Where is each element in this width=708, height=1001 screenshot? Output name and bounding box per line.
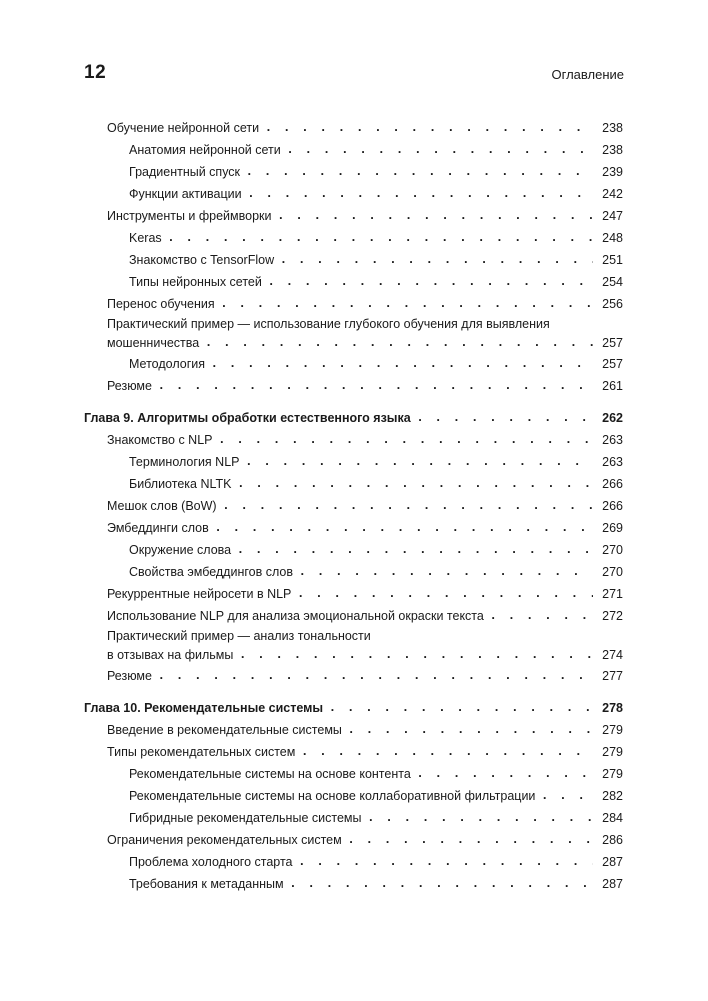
dot-leader <box>367 807 593 829</box>
toc-entry-page: 247 <box>602 209 623 223</box>
dot-leader <box>245 451 593 473</box>
toc-chapter-entry[interactable] <box>84 407 623 429</box>
dot-leader <box>417 407 593 429</box>
toc-entry-title: Резюме <box>107 379 152 393</box>
toc-entry[interactable] <box>84 829 623 851</box>
toc-entry[interactable] <box>84 763 623 785</box>
toc-entry[interactable] <box>84 353 623 375</box>
toc-entry[interactable] <box>84 271 623 293</box>
toc-entry[interactable] <box>84 249 623 271</box>
toc-entry[interactable] <box>84 605 623 627</box>
toc-entry[interactable] <box>84 375 623 397</box>
toc-entry-page: 251 <box>602 253 623 267</box>
toc-entry-title: Типы рекомендательных систем <box>107 745 296 759</box>
dot-leader <box>348 829 593 851</box>
table-of-contents <box>84 117 623 895</box>
toc-entry-page: 279 <box>602 723 623 737</box>
toc-entry-title: Рекомендательные системы на основе контента <box>129 767 411 781</box>
toc-entry[interactable] <box>84 451 623 473</box>
toc-entry[interactable] <box>84 851 623 873</box>
dot-leader <box>417 763 593 785</box>
toc-entry[interactable] <box>84 627 623 665</box>
toc-entry-title: Градиентный спуск <box>129 165 241 179</box>
toc-entry-page: 287 <box>602 877 623 891</box>
toc-entry-page: 278 <box>602 701 623 715</box>
dot-leader <box>268 271 593 293</box>
toc-entry[interactable] <box>84 583 623 605</box>
toc-entry[interactable] <box>84 495 623 517</box>
toc-entry-title: Эмбеддинги слов <box>107 521 209 535</box>
toc-entry-title: в отзывах на фильмы <box>107 648 234 662</box>
dot-leader <box>239 645 593 665</box>
dot-leader <box>278 205 594 227</box>
running-head: Оглавление <box>551 67 624 82</box>
toc-entry[interactable] <box>84 785 623 807</box>
dot-leader <box>287 139 593 161</box>
dot-leader <box>221 293 593 315</box>
toc-entry-page: 254 <box>602 275 623 289</box>
toc-entry-page: 269 <box>602 521 623 535</box>
dot-leader <box>329 697 593 719</box>
dot-leader <box>290 873 593 895</box>
toc-entry[interactable] <box>84 293 623 315</box>
dot-leader <box>237 539 593 561</box>
toc-entry-page: 238 <box>602 121 623 135</box>
toc-entry-title: Введение в рекомендательные системы <box>107 723 342 737</box>
toc-entry-page: 279 <box>602 745 623 759</box>
toc-entry-title: Мешок слов (BoW) <box>107 499 217 513</box>
toc-entry-page: 239 <box>602 165 623 179</box>
dot-leader <box>299 561 593 583</box>
toc-entry-page: 263 <box>602 455 623 469</box>
dot-leader <box>248 183 593 205</box>
dot-leader <box>219 429 594 451</box>
toc-entry-page: 248 <box>602 231 623 245</box>
dot-leader <box>301 741 593 763</box>
toc-entry[interactable] <box>84 517 623 539</box>
toc-entry-title: Использование NLP для анализа эмоциональной окраски текста <box>107 609 484 623</box>
dot-leader <box>205 333 593 353</box>
toc-entry-title: мошенничества <box>107 336 200 350</box>
toc-entry-title: Типы нейронных сетей <box>129 275 262 289</box>
dot-leader <box>348 719 593 741</box>
toc-entry-title: Рекуррентные нейросети в NLP <box>107 587 292 601</box>
toc-entry-title-line1: Практический пример — анализ тональности <box>107 629 371 643</box>
toc-entry[interactable] <box>84 719 623 741</box>
dot-leader <box>215 517 593 539</box>
dot-leader <box>158 375 593 397</box>
toc-entry-page: 286 <box>602 833 623 847</box>
toc-entry-title-line1: Практический пример — использование глубокого обучения для выявления <box>107 317 550 331</box>
toc-entry[interactable] <box>84 315 623 353</box>
toc-entry-page: 284 <box>602 811 623 825</box>
toc-entry-title: Знакомство с NLP <box>107 433 213 447</box>
toc-entry-title: Рекомендательные системы на основе коллаборативной фильтрации <box>129 789 536 803</box>
toc-entry-title: Свойства эмбеддингов слов <box>129 565 293 579</box>
toc-entry-page: 262 <box>602 411 623 425</box>
toc-entry-page: 261 <box>602 379 623 393</box>
toc-entry[interactable] <box>84 227 623 249</box>
toc-entry[interactable] <box>84 561 623 583</box>
toc-entry-title: Резюме <box>107 669 152 683</box>
dot-leader <box>265 117 593 139</box>
toc-entry-page: 277 <box>602 669 623 683</box>
dot-leader <box>280 249 593 271</box>
toc-entry-page: 272 <box>602 609 623 623</box>
toc-entry-page: 287 <box>602 855 623 869</box>
toc-entry-page: 282 <box>602 789 623 803</box>
toc-entry-page: 263 <box>602 433 623 447</box>
dot-leader <box>299 851 593 873</box>
toc-entry-page: 274 <box>602 648 623 662</box>
toc-entry-page: 270 <box>602 543 623 557</box>
toc-entry-title: Проблема холодного старта <box>129 855 293 869</box>
page-number: 12 <box>84 62 107 83</box>
toc-entry[interactable] <box>84 807 623 829</box>
toc-entry-title: Инструменты и фреймворки <box>107 209 272 223</box>
toc-entry[interactable] <box>84 539 623 561</box>
toc-entry-title: Требования к метаданным <box>129 877 284 891</box>
toc-entry-page: 242 <box>602 187 623 201</box>
toc-entry-page: 257 <box>602 357 623 371</box>
dot-leader <box>237 473 593 495</box>
toc-entry-page: 238 <box>602 143 623 157</box>
toc-entry[interactable] <box>84 161 623 183</box>
toc-entry-title: Перенос обучения <box>107 297 215 311</box>
toc-entry-title: Терминология NLP <box>129 455 240 469</box>
toc-chapter-entry[interactable] <box>84 697 623 719</box>
toc-entry[interactable] <box>84 205 623 227</box>
toc-entry-title: Знакомство с TensorFlow <box>129 253 275 267</box>
toc-entry-title: Библиотека NLTK <box>129 477 232 491</box>
toc-entry-title: Функции активации <box>129 187 242 201</box>
toc-entry[interactable] <box>84 139 623 161</box>
toc-entry-page: 270 <box>602 565 623 579</box>
toc-entry-page: 257 <box>602 336 623 350</box>
toc-entry-page: 266 <box>602 499 623 513</box>
dot-leader <box>211 353 593 375</box>
dot-leader <box>490 605 593 627</box>
toc-entry-title: Глава 10. Рекомендательные системы <box>84 701 324 715</box>
toc-entry[interactable] <box>84 473 623 495</box>
dot-leader <box>158 665 593 687</box>
dot-leader <box>541 785 593 807</box>
dot-leader <box>246 161 593 183</box>
toc-entry-title: Обучение нейронной сети <box>107 121 260 135</box>
toc-entry[interactable] <box>84 873 623 895</box>
toc-entry[interactable] <box>84 117 623 139</box>
toc-entry[interactable] <box>84 665 623 687</box>
toc-entry-title: Глава 9. Алгоритмы обработки естественного языка <box>84 411 411 425</box>
toc-entry-title: Гибридные рекомендательные системы <box>129 811 362 825</box>
toc-entry-page: 271 <box>602 587 623 601</box>
dot-leader <box>168 227 593 249</box>
toc-entry[interactable] <box>84 741 623 763</box>
toc-entry-title: Keras <box>129 231 162 245</box>
toc-entry-page: 279 <box>602 767 623 781</box>
toc-entry-title: Методология <box>129 357 206 371</box>
toc-entry[interactable] <box>84 429 623 451</box>
toc-entry-page: 256 <box>602 297 623 311</box>
dot-leader <box>297 583 593 605</box>
toc-entry-title: Окружение слова <box>129 543 232 557</box>
toc-entry-page: 266 <box>602 477 623 491</box>
toc-entry[interactable] <box>84 183 623 205</box>
dot-leader <box>223 495 593 517</box>
toc-entry-title: Ограничения рекомендательных систем <box>107 833 342 847</box>
toc-entry-title: Анатомия нейронной сети <box>129 143 281 157</box>
